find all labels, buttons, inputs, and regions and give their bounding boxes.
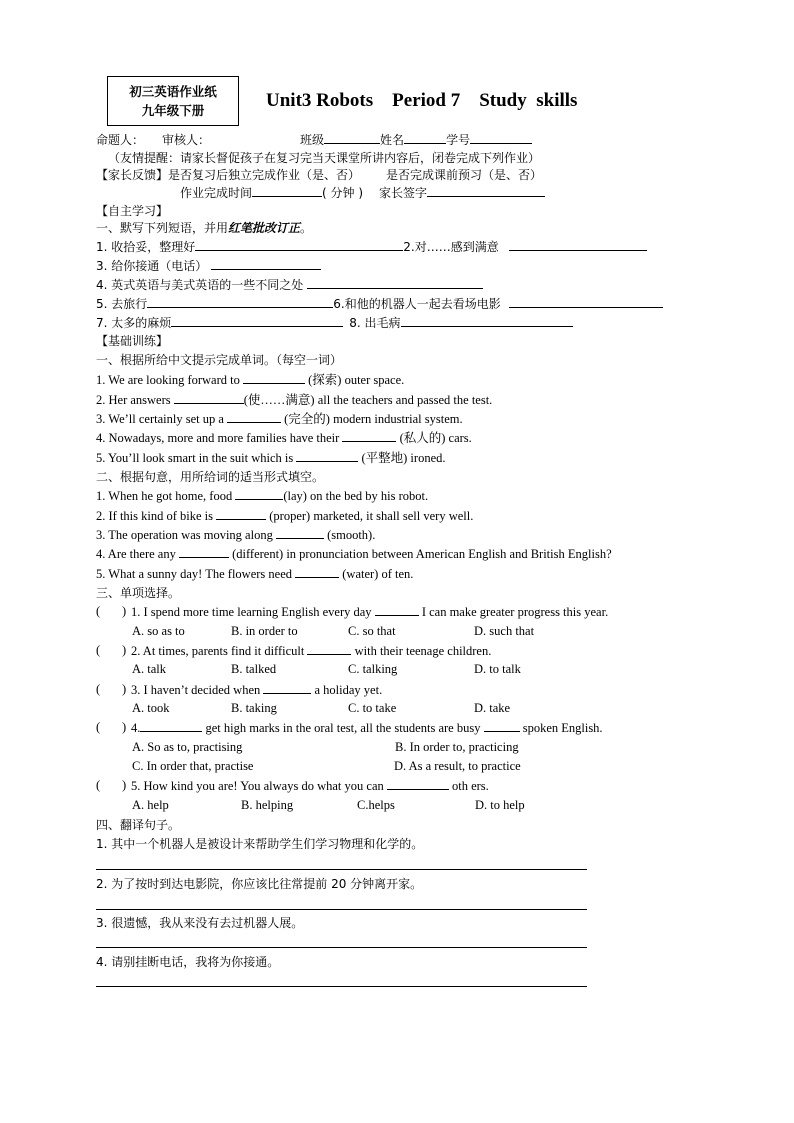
mc3-blank [263,682,311,694]
mc4-stem-a: 4. [131,721,141,735]
mc2-option-b[interactable]: B. talked [231,662,277,676]
mc3-stem-b: a holiday yet. [311,683,383,697]
number-blank[interactable] [470,132,532,144]
word-q3-blank[interactable] [227,411,281,423]
course-label-line2: 九年级下册 [141,103,205,118]
mc4-option-d[interactable]: D. As a result, to practice [394,759,521,773]
mc4-option-c[interactable]: C. In order that, practise [132,759,254,773]
mc2-option-a[interactable]: A. talk [132,662,167,676]
translate-q4-answer-line[interactable] [96,986,587,987]
translate-q4: 4. 请别挂断电话，我将为你接通。 [96,955,280,969]
phrase-section-period: 。 [300,221,313,235]
mc5-stem [131,778,489,794]
class-blank[interactable] [324,132,380,144]
mc5-stem-a: 5. How kind you are! You always do what you can [131,779,387,793]
reminder-text: （友情提醒：请家长督促孩子在复习完当天课堂所讲内容后，闭卷完成下列作业） [108,151,541,165]
author-label: 命题人： [96,133,145,147]
phrase-7: 7. 太多的麻烦 [96,316,172,330]
phrase-row-1 [96,239,647,255]
feedback-homework: 【家长反馈】是否复习后独立完成作业（是、否） [96,168,361,182]
translate-q1: 1. 其中一个机器人是被设计来帮助学生们学习物理和化学的。 [96,837,424,851]
phrase-3-blank[interactable] [211,258,321,270]
phrase-row-4 [96,277,483,293]
mc5-option-a[interactable]: A. help [132,798,169,812]
translate-q3: 3. 很遗憾，我从来没有去过机器人展。 [96,916,304,930]
translate-q1-answer-line[interactable] [96,869,587,870]
form-q5-blank[interactable] [295,566,339,578]
mc1-stem-b: I can make greater progress this year. [418,605,609,619]
phrase-8-blank[interactable] [401,315,573,327]
mc2-option-d[interactable]: D. to talk [474,662,521,676]
mc4-blank-2 [484,720,520,732]
mc1-stem [131,604,608,620]
mc4-option-a[interactable]: A. So as to, practising [132,740,243,754]
mc4-stem-c: spoken English. [519,721,603,735]
form-q4 [96,546,612,562]
form-q4-rest: (different) in pronunciation between American English and British English? [228,547,612,561]
mc5-option-c[interactable]: C.helps [357,798,395,812]
mc2-blank [307,643,351,655]
form-q5-rest: (water) of ten. [339,567,414,581]
parent-feedback-row [96,167,542,183]
sign-label: 家长签字 [379,186,428,200]
mc3-answer-paren[interactable]: ( ) [96,682,127,696]
course-label-line1: 初三英语作业纸 [129,84,217,99]
form-q3-blank[interactable] [276,527,324,539]
mc4-option-b[interactable]: B. In order to, practicing [395,740,519,754]
word-q1 [96,372,404,388]
phrase-row-3 [96,258,321,274]
phrase-6-blank[interactable] [509,296,663,308]
section4-heading: 四、翻译句子。 [96,818,181,832]
mc3-option-b[interactable]: B. taking [231,701,277,715]
name-label: 姓名 [380,133,405,147]
phrase-1-blank[interactable] [195,239,403,251]
phrase-row-7 [96,315,573,331]
form-q2-stem: 2. If this kind of bike is [96,509,217,523]
phrase-4: 4. 英式英语与美式英语的一些不同之处 [96,278,304,292]
word-q4-blank[interactable] [342,430,396,442]
word-q1-blank[interactable] [243,372,305,384]
word-q4-stem: 4. Nowadays, more and more families have their [96,431,343,445]
word-q2-blank[interactable] [174,392,244,404]
word-q4-hint: (私人的) cars. [396,431,472,445]
word-q5 [96,450,446,466]
form-q1-rest: (lay) on the bed by his robot. [283,489,429,503]
class-label: 班级 [300,133,325,147]
mc5-option-d[interactable]: D. to help [475,798,525,812]
form-q2-blank[interactable] [216,508,266,520]
phrase-2: 2.对……感到满意 [403,240,499,254]
form-q3 [96,527,375,543]
word-q5-blank[interactable] [296,450,358,462]
form-q3-rest: (smooth). [323,528,376,542]
word-q5-hint: (平整地) ironed. [358,451,446,465]
form-q3-stem: 3. The operation was moving along [96,528,276,542]
mc2-option-c[interactable]: C. talking [348,662,398,676]
phrase-4-blank[interactable] [307,277,483,289]
self-study-heading: 【自主学习】 [96,204,169,218]
word-q3-stem: 3. We’ll certainly set up a [96,412,228,426]
phrase-section-text: 一、默写下列短语，并用 [96,221,229,235]
mc1-option-b[interactable]: B. in order to [231,624,298,638]
word-q3 [96,411,463,427]
phrase-8: 8. 出毛病 [349,316,401,330]
time-sign-row [180,185,545,201]
mc1-answer-paren[interactable]: ( ) [96,604,127,618]
form-q2-rest: (proper) marketed, it shall sell very well. [266,509,474,523]
form-q1-blank[interactable] [235,488,283,500]
word-q4 [96,430,472,446]
form-q4-stem: 4. Are there any [96,547,179,561]
section2-heading: 二、根据句意，用所给词的适当形式填空。 [96,470,325,484]
word-q3-hint: (完全的) modern industrial system. [281,412,463,426]
mc1-option-d[interactable]: D. such that [474,624,535,638]
mc2-stem [131,643,491,659]
mc1-option-a[interactable]: A. so as to [132,624,185,638]
mc2-answer-paren[interactable]: ( ) [96,643,127,657]
word-q2 [96,392,492,408]
mc5-blank [387,778,449,790]
translate-q3-answer-line[interactable] [96,947,587,948]
mc1-blank [375,604,419,616]
mc3-stem-a: 3. I haven’t decided when [131,683,264,697]
mc5-answer-paren[interactable]: ( ) [96,778,127,792]
section3-heading: 三、单项选择。 [96,586,181,600]
phrase-1: 1. 收拾妥，整理好 [96,240,196,254]
number-label: 学号 [446,133,471,147]
mc2-stem-b: with their teenage children. [351,644,492,658]
phrase-6: 6.和他的机器人一起去看场电影 [333,297,501,311]
mc4-answer-paren[interactable]: ( ) [96,720,127,734]
mc5-stem-b: oth ers. [448,779,489,793]
form-q1-stem: 1. When he got home, food [96,489,236,503]
time-blank[interactable] [252,185,322,197]
mc4-blank-1 [140,720,202,732]
word-q2-hint: (使……满意) all the teachers and passed the test. [243,393,493,407]
phrase-5: 5. 去旅行 [96,297,148,311]
mc3-option-d[interactable]: D. take [474,701,511,715]
mc1-option-c[interactable]: C. so that [348,624,396,638]
phrase-row-5 [96,296,663,312]
name-blank[interactable] [404,132,446,144]
red-pen-note: 红笔批改订正 [228,221,301,235]
word-q5-stem: 5. You’ll look smart in the suit which is [96,451,297,465]
info-row [96,132,532,148]
form-q2 [96,508,473,524]
mc3-option-a[interactable]: A. took [132,701,170,715]
translate-q2: 2. 为了按时到达电影院，你应该比往常提前 20 分钟离开家。 [96,877,423,891]
phrase-7-blank[interactable] [171,315,343,327]
minutes-label: ( 分钟 ) [322,186,364,200]
phrase-2-blank[interactable] [509,239,647,251]
word-q1-hint: (探索) outer space. [305,373,405,387]
mc4-stem-b: get high marks in the oral test, all the students are busy [202,721,484,735]
mc3-option-c[interactable]: C. to take [348,701,397,715]
mc3-stem [131,682,382,698]
form-q5 [96,566,413,582]
mc5-option-b[interactable]: B. helping [241,798,294,812]
phrase-section-heading [96,220,312,236]
mc4-stem [131,720,603,736]
form-q5-stem: 5. What a sunny day! The flowers need [96,567,296,581]
translate-q2-answer-line[interactable] [96,909,587,910]
sign-blank[interactable] [427,185,545,197]
phrase-3: 3. 给你接通（电话） [96,259,208,273]
form-q1 [96,488,428,504]
mc1-stem-a: 1. I spend more time learning English every day [131,605,375,619]
word-q1-stem: 1. We are looking forward to [96,373,243,387]
section1-heading: 一、根据所给中文提示完成单词。（每空一词） [96,353,343,367]
feedback-preview: 是否完成课前预习（是、否） [386,168,543,182]
mc2-stem-a: 2. At times, parents find it difficult [131,644,308,658]
basic-training-heading: 【基础训练】 [96,334,169,348]
reviewer-label: 审核人： [162,133,211,147]
page-title: Unit3 Robots Period 7 Study skills [266,90,578,111]
form-q4-blank[interactable] [179,546,229,558]
course-label-box [107,76,239,126]
time-label: 作业完成时间 [180,186,253,200]
word-q2-stem: 2. Her answers [96,393,174,407]
phrase-5-blank[interactable] [147,296,333,308]
